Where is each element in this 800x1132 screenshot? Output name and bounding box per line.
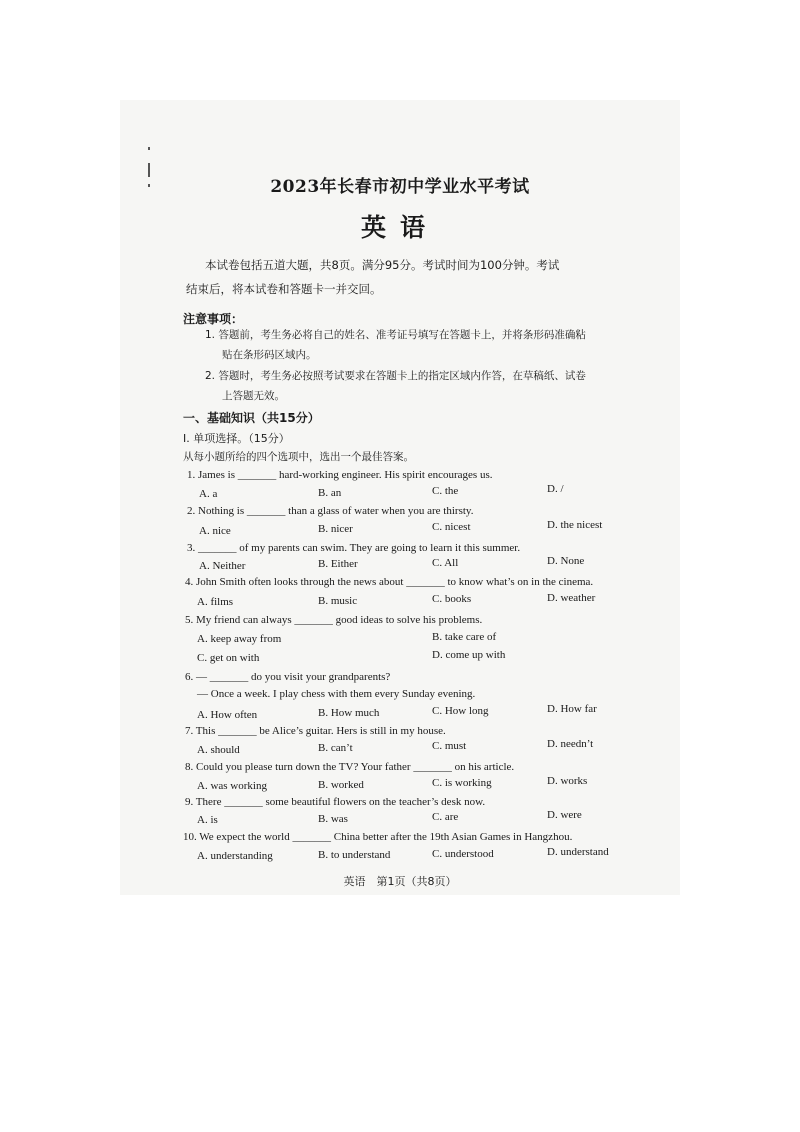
option-d: D. How far [547, 703, 597, 715]
question-stem: 5. My friend can always _______ good ideas to solve his problems. [185, 614, 483, 626]
notice-item-1-line-2: 贴在条形码区域内。 [222, 349, 317, 361]
notice-item-2-line-2: 上答题无效。 [222, 390, 285, 402]
question-stem: 4. John Smith often looks through the news about _______ to know what’s on in the cinema. [185, 576, 594, 588]
intro-line-2: 结束后，将本试卷和答题卡一并交回。 [186, 282, 382, 296]
option-c: C. How long [432, 705, 489, 717]
option-d: D. weather [547, 592, 596, 604]
option-a: A. understanding [197, 850, 273, 862]
question-stem: 2. Nothing is _______ than a glass of water when you are thirsty. [187, 505, 474, 517]
option-a: A. nice [199, 525, 231, 537]
question-stem: 6. — _______ do you visit your grandparents? [185, 671, 391, 683]
option-c: C. understood [432, 848, 494, 860]
notice-heading: 注意事项： [183, 312, 244, 326]
option-d: D. were [547, 809, 582, 821]
option-a: A. was working [197, 780, 267, 792]
option-c: C. are [432, 811, 459, 823]
section-heading: 一、基础知识（共15分） [183, 411, 320, 425]
question-stem: 9. There _______ some beautiful flowers on the teacher’s desk now. [185, 796, 486, 808]
option-b: B. Either [318, 558, 358, 570]
option-b: B. take care of [432, 631, 497, 643]
option-c: C. get on with [197, 652, 260, 664]
option-c: C. nicest [432, 521, 471, 533]
option-a: A. Neither [199, 560, 246, 572]
option-a: A. films [197, 596, 234, 608]
page-footer: 英语 第1页（共8页） [343, 875, 457, 888]
option-c: C. is working [432, 777, 492, 789]
question-stem-reply: — Once a week. I play chess with them every Sunday evening. [197, 688, 476, 700]
question-stem: 8. Could you please turn down the TV? Your father _______ on his article. [185, 761, 515, 773]
option-a: A. keep away from [197, 633, 282, 645]
option-d: D. works [547, 775, 588, 787]
question-stem: 3. _______ of my parents can swim. They are going to learn it this summer. [187, 542, 521, 554]
option-c: C. must [432, 740, 467, 752]
option-b: B. was [318, 813, 348, 825]
option-b: B. nicer [318, 523, 353, 535]
question-stem: 10. We expect the world _______ China better after the 19th Asian Games in Hangzhou. [183, 831, 573, 843]
exam-title: 2023年长春市初中学业水平考试 [270, 177, 530, 197]
part-instruction: 从每小题所给的四个选项中，选出一个最佳答案。 [183, 451, 414, 463]
option-d: D. / [547, 483, 564, 495]
option-d: D. None [547, 555, 585, 567]
option-c: C. the [432, 485, 459, 497]
intro-line-1: 本试卷包括五道大题，共8页。满分95分。考试时间为100分钟。考试 [205, 258, 560, 272]
question-stem: 7. This _______ be Alice’s guitar. Hers is still in my house. [185, 725, 446, 737]
option-b: B. How much [318, 707, 380, 719]
option-b: B. worked [318, 779, 364, 791]
option-a: A. should [197, 744, 240, 756]
option-d: D. needn’t [547, 738, 594, 750]
option-c: C. books [432, 593, 472, 605]
option-d: D. come up with [432, 649, 506, 661]
notice-item-2-line-1: 2. 答题时，考生务必按照考试要求在答题卡上的指定区域内作答，在草稿纸、试卷 [205, 370, 586, 382]
part-heading: I. 单项选择。（15分） [183, 432, 290, 445]
option-a: A. is [197, 814, 218, 826]
option-b: B. can’t [318, 742, 353, 754]
subject-title: 英语 [360, 213, 439, 242]
notice-item-1-line-1: 1. 答题前，考生务必将自己的姓名、准考证号填写在答题卡上，并将条形码准确粘 [205, 329, 586, 341]
option-d: D. understand [547, 846, 609, 858]
option-a: A. a [199, 488, 218, 500]
option-b: B. to understand [318, 849, 391, 861]
option-d: D. the nicest [547, 519, 603, 531]
option-c: C. All [432, 557, 459, 569]
scan-margin-mark [148, 147, 150, 150]
option-b: B. music [318, 595, 358, 607]
option-a: A. How often [197, 709, 258, 721]
option-b: B. an [318, 487, 342, 499]
question-stem: 1. James is _______ hard-working engineer. His spirit encourages us. [187, 469, 493, 481]
